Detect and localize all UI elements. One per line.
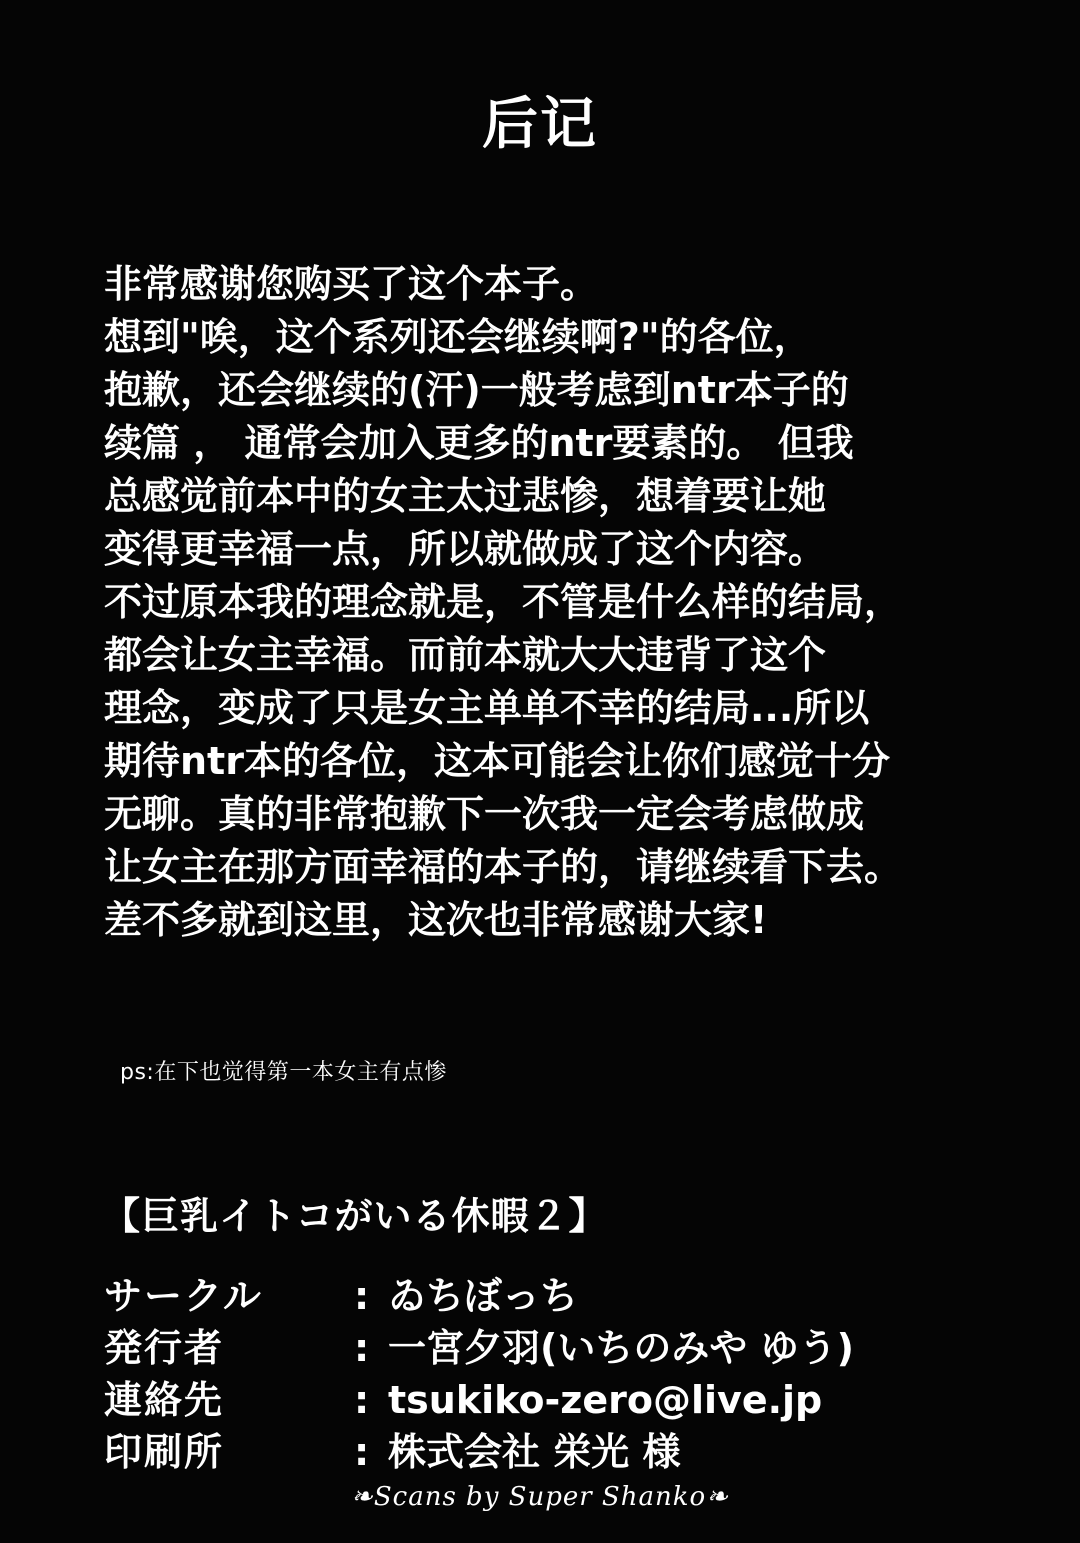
credit-separator: : xyxy=(354,1326,370,1370)
credit-separator: : xyxy=(354,1430,370,1474)
body-line: 抱歉，还会继续的(汗)一般考虑到ntr本子的 xyxy=(104,368,849,412)
credit-row-printer xyxy=(104,1426,1004,1478)
credit-label: 印刷所 xyxy=(104,1430,225,1474)
work-title: 【巨乳イトコがいる休暇２】 xyxy=(102,1194,608,1238)
credit-row-circle xyxy=(104,1270,1004,1322)
credit-label: 発行者 xyxy=(104,1326,225,1370)
credit-value: 株式会社 栄光 様 xyxy=(388,1430,681,1474)
body-line: 期待ntr本的各位，这本可能会让你们感觉十分 xyxy=(104,739,890,783)
body-line: 总感觉前本中的女主太过悲惨，想着要让她 xyxy=(104,474,827,518)
body-line: 让女主在那方面幸福的本子的，请继续看下去。 xyxy=(104,845,903,889)
credit-value-email: tsukiko-zero@live.jp xyxy=(388,1378,823,1422)
ps-note: ps:在下也觉得第一本女主有点惨 xyxy=(120,1060,447,1085)
credit-value: ゐちぼっち xyxy=(388,1274,579,1318)
credit-label: サークル xyxy=(104,1274,263,1318)
credit-value: 一宮夕羽(いちのみや ゆう) xyxy=(388,1326,854,1370)
credit-row-contact xyxy=(104,1374,1004,1426)
body-line: 无聊。真的非常抱歉下一次我一定会考虑做成 xyxy=(104,792,865,836)
credit-row-author xyxy=(104,1322,1004,1374)
credit-separator: : xyxy=(354,1274,370,1318)
credit-label: 連絡先 xyxy=(104,1378,225,1422)
afterword-body xyxy=(104,258,1004,947)
body-line: 理念，变成了只是女主单单不幸的结局...所以 xyxy=(104,686,870,730)
scan-credit: ❧Scans by Super Shanko❧ xyxy=(351,1482,729,1512)
credits-block xyxy=(104,1270,1004,1478)
body-line: 续篇 ， 通常会加入更多的ntr要素的。 但我 xyxy=(104,421,854,465)
body-line: 变得更幸福一点，所以就做成了这个内容。 xyxy=(104,527,827,571)
body-line: 都会让女主幸福。而前本就大大违背了这个 xyxy=(104,633,827,677)
body-line: 差不多就到这里，这次也非常感谢大家! xyxy=(104,898,768,942)
page-title: 后记 xyxy=(482,92,598,157)
credit-separator: : xyxy=(354,1378,370,1422)
body-line: 不过原本我的理念就是，不管是什么样的结局， xyxy=(104,580,903,624)
body-line: 非常感谢您购买了这个本子。 xyxy=(104,262,599,306)
body-line: 想到"唉，这个系列还会继续啊?"的各位， xyxy=(104,315,812,359)
